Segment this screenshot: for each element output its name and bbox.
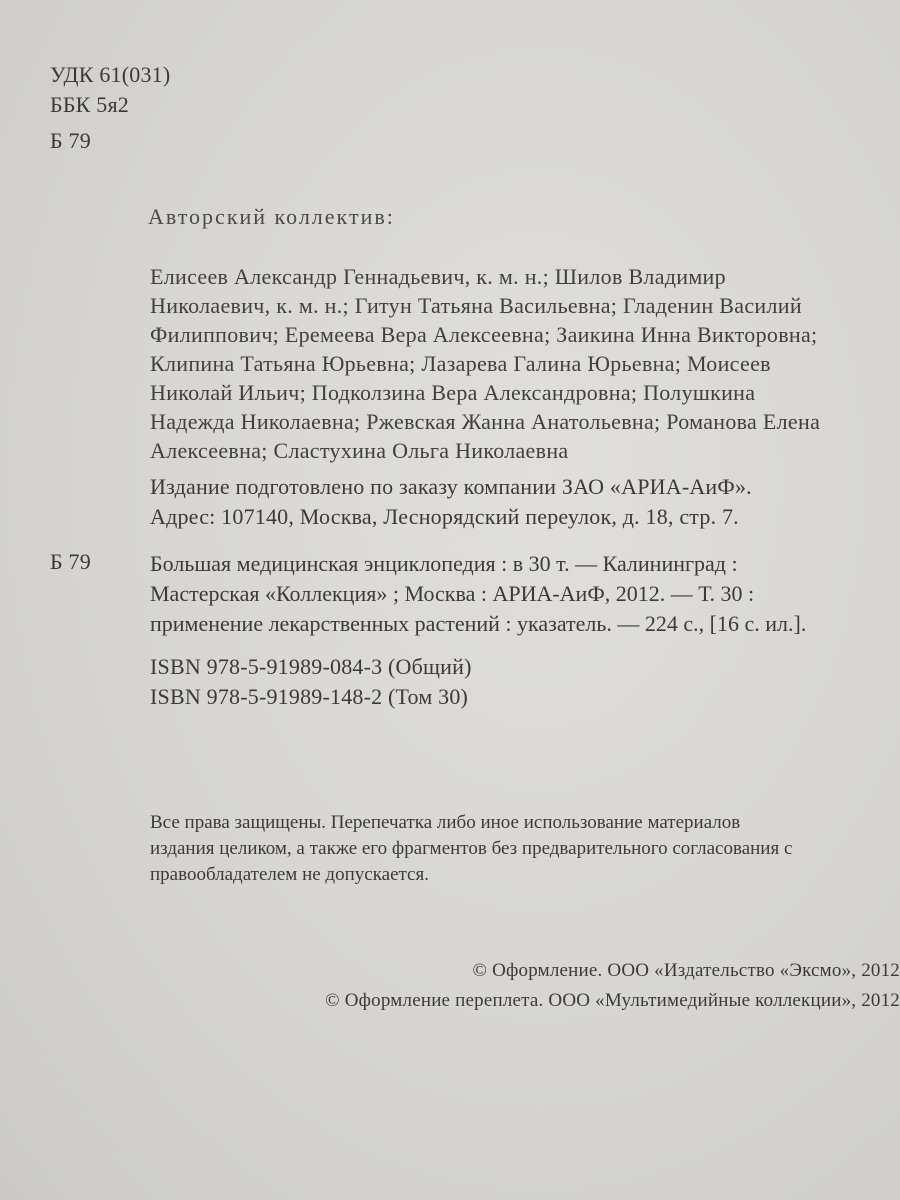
edition-note: Издание подготовлено по заказу компании ЗАО «АРИА-АиФ». (150, 474, 752, 499)
udk-code: УДК 61(031) (50, 62, 171, 87)
bibliographic-code: Б 79 (50, 549, 91, 574)
bibliographic-line: Большая медицинская энциклопедия : в 30 т. — Калининград : (150, 551, 738, 576)
bbk-code: ББК 5я2 (50, 92, 129, 117)
authors-line: Алексеевна; Сластухина Ольга Николаевна (150, 438, 569, 463)
publisher-address: Адрес: 107140, Москва, Леснорядский переулок, д. 18, стр. 7. (150, 504, 739, 529)
rights-line: Все права защищены. Перепечатка либо иное использование материалов (150, 812, 741, 833)
isbn-general: ISBN 978-5-91989-084-3 (Общий) (150, 654, 472, 679)
authors-line: Филиппович; Еремеева Вера Алексеевна; Заикина Инна Викторовна; (150, 322, 818, 347)
authors-list (150, 262, 890, 465)
authors-line: Надежда Николаевна; Ржевская Жанна Анатольевна; Романова Елена (150, 409, 821, 434)
authors-line: Николай Ильич; Подколзина Вера Александровна; Полушкина (150, 380, 756, 405)
bibliographic-record (150, 549, 890, 639)
rights-notice (150, 810, 890, 888)
rights-line: правообладателем не допускается. (150, 864, 429, 885)
author-sign-code: Б 79 (50, 128, 91, 153)
authors-line: Клипина Татьяна Юрьевна; Лазарева Галина Юрьевна; Моисеев (150, 351, 771, 376)
rights-line: издания целиком, а также его фрагментов без предварительного согласования с (150, 838, 793, 859)
authors-heading: Авторский коллектив: (148, 204, 395, 229)
isbn-volume: ISBN 978-5-91989-148-2 (Том 30) (150, 684, 469, 709)
bibliographic-line: применение лекарственных растений : указатель. — 224 с., [16 с. ил.]. (150, 611, 807, 636)
authors-line: Елисеев Александр Геннадьевич, к. м. н.; Шилов Владимир (150, 264, 726, 289)
copyright-cover: © Оформление переплета. ООО «Мультимедийные коллекции», 2012 (325, 990, 900, 1011)
bibliographic-line: Мастерская «Коллекция» ; Москва : АРИА-АиФ, 2012. — Т. 30 : (150, 581, 755, 606)
authors-line: Николаевич, к. м. н.; Гитун Татьяна Васильевна; Гладенин Василий (150, 293, 802, 318)
copyright-design: © Оформление. ООО «Издательство «Эксмо», 2012 (472, 960, 900, 981)
